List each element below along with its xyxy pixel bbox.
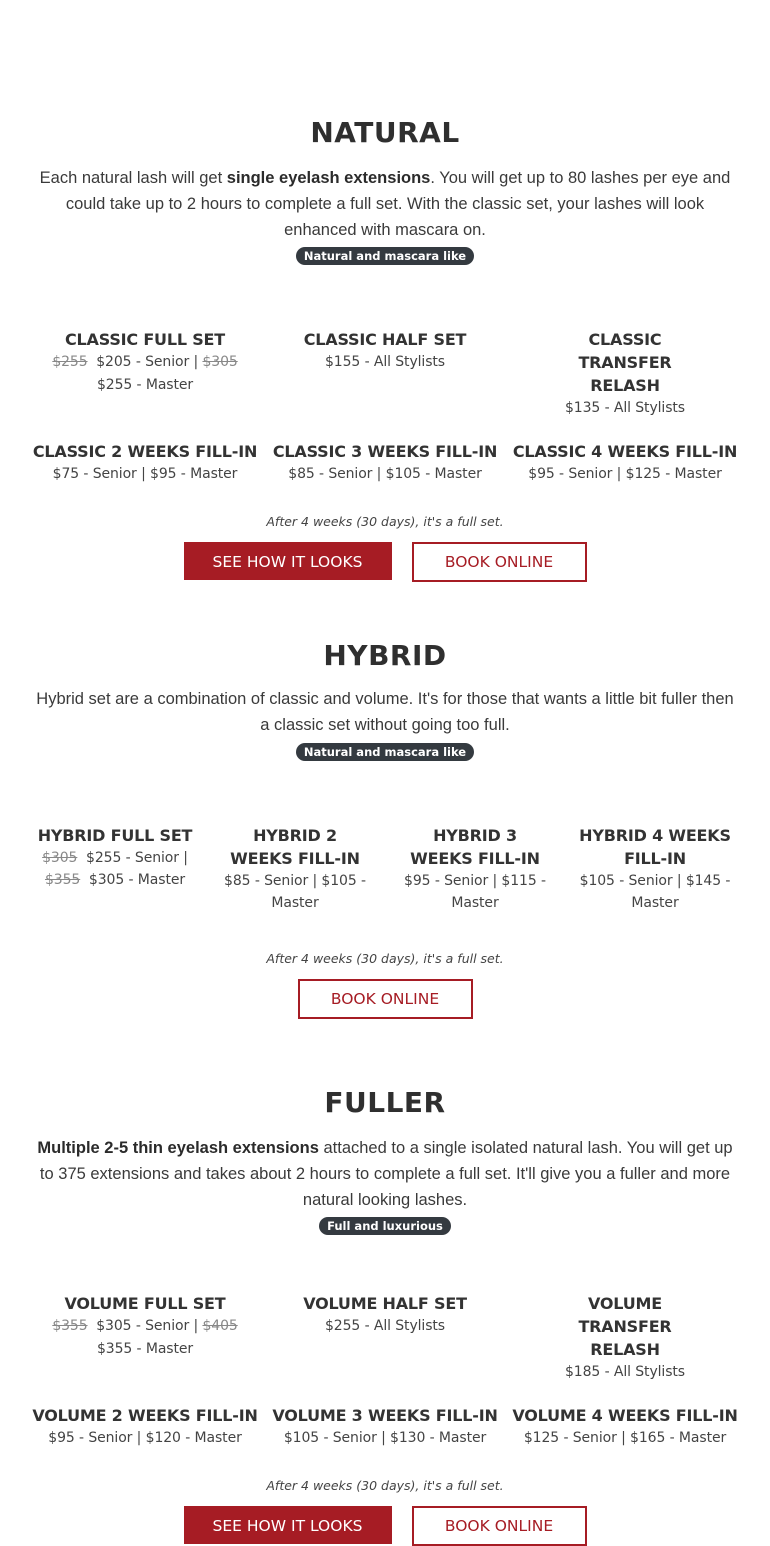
item-price: $95 - Senior | $120 - Master — [48, 1429, 242, 1446]
price-item — [25, 1404, 265, 1450]
item-name: VOLUME HALF SET — [303, 1294, 467, 1314]
old-price: $255 — [52, 354, 88, 371]
item-price — [33, 351, 257, 396]
price-item — [505, 440, 745, 486]
item-price: $75 - Senior | $95 - Master — [52, 465, 238, 482]
item-name: CLASSIC 2 WEEKS FILL-IN — [32, 441, 258, 461]
price-item — [25, 440, 265, 486]
item-name: HYBRID 3 WEEKS FILL-IN — [410, 825, 540, 868]
old-price: $355 — [52, 1318, 88, 1335]
style-badge: Full and luxurious — [319, 1217, 451, 1235]
item-name: HYBRID 4 WEEKS FILL-IN — [579, 825, 731, 868]
fuller-section — [0, 1084, 770, 1546]
item-name: CLASSIC FULL SET — [65, 330, 225, 350]
description-text: attached to a single isolated natural lash. You will get up to 375 extensions and takes about 2 hours to complete a full set. It'll give you a fuller and more natural looking lashes. — [39, 1139, 733, 1209]
item-name: CLASSIC TRANSFER RELASH — [578, 330, 672, 396]
price-text: $355 - Master — [96, 1340, 194, 1357]
item-name: CLASSIC HALF SET — [303, 330, 467, 350]
book-online-button[interactable]: BOOK ONLINE — [412, 1506, 587, 1546]
item-name: CLASSIC 3 WEEKS FILL-IN — [272, 441, 498, 461]
see-how-it-looks-button[interactable]: SEE HOW IT LOOKS — [184, 1506, 392, 1544]
hybrid-section — [0, 637, 770, 1019]
item-price — [33, 1315, 257, 1360]
full-set-note: After 4 weeks (30 days), it's a full set. — [266, 950, 504, 966]
price-grid — [25, 1292, 745, 1449]
item-price: $255 - All Stylists — [324, 1318, 445, 1335]
natural-section — [0, 114, 770, 582]
book-online-button[interactable]: BOOK ONLINE — [412, 542, 587, 582]
description-bold: single eyelash extensions — [226, 169, 431, 187]
see-how-it-looks-button[interactable]: SEE HOW IT LOOKS — [184, 542, 392, 580]
price-item — [25, 328, 265, 420]
item-name: CLASSIC 4 WEEKS FILL-IN — [512, 441, 738, 461]
item-price: $185 - All Stylists — [564, 1364, 685, 1381]
item-price: $95 - Senior | $115 - Master — [404, 872, 546, 912]
item-name: VOLUME 4 WEEKS FILL-IN — [512, 1405, 738, 1425]
book-online-button[interactable]: BOOK ONLINE — [298, 979, 473, 1019]
item-name: HYBRID 2 WEEKS FILL-IN — [230, 825, 360, 868]
button-row — [0, 979, 770, 1019]
item-name: VOLUME TRANSFER RELASH — [578, 1294, 672, 1360]
style-badge: Natural and mascara like — [296, 247, 474, 265]
price-text: $205 - Senior | — [96, 354, 199, 371]
item-price: $135 - All Stylists — [564, 400, 685, 417]
item-price: $85 - Senior | $105 - Master — [224, 872, 366, 912]
full-set-note: After 4 weeks (30 days), it's a full set. — [266, 514, 504, 530]
price-item — [205, 824, 385, 915]
price-item — [505, 1404, 745, 1450]
price-item — [565, 824, 745, 915]
price-text: $305 - Senior | — [96, 1318, 199, 1335]
full-set-note: After 4 weeks (30 days), it's a full set. — [266, 1478, 504, 1494]
section-description — [35, 1136, 735, 1213]
old-price: $305 — [202, 354, 238, 371]
button-row — [0, 1506, 770, 1546]
item-price: $85 - Senior | $105 - Master — [288, 465, 482, 482]
item-name: VOLUME FULL SET — [64, 1294, 226, 1314]
price-item — [505, 1292, 745, 1384]
price-item — [25, 1292, 265, 1384]
price-text: $255 - Senior | — [86, 849, 188, 866]
item-name: VOLUME 3 WEEKS FILL-IN — [272, 1405, 498, 1425]
old-price: $405 — [202, 1318, 238, 1335]
item-price: $125 - Senior | $165 - Master — [523, 1429, 727, 1446]
price-item — [265, 440, 505, 486]
item-name: HYBRID FULL SET — [37, 825, 193, 845]
section-title: FULLER — [324, 1086, 446, 1119]
item-price: $105 - Senior | $145 - Master — [579, 872, 731, 912]
price-item — [265, 328, 505, 420]
price-text: $255 - Master — [96, 376, 194, 393]
price-item — [385, 824, 565, 915]
price-item — [505, 328, 745, 420]
item-price: $105 - Senior | $130 - Master — [283, 1429, 487, 1446]
price-grid — [25, 824, 745, 915]
section-title: NATURAL — [310, 116, 460, 149]
item-price: $155 - All Stylists — [324, 354, 445, 371]
old-price: $305 — [42, 849, 78, 866]
description-bold: Multiple 2-5 thin eyelash extensions — [37, 1139, 319, 1157]
section-title: HYBRID — [323, 639, 447, 672]
price-grid — [25, 328, 745, 485]
item-price: $95 - Senior | $125 - Master — [528, 465, 722, 482]
old-price: $355 — [44, 872, 81, 889]
description-text: Each natural lash will get — [39, 169, 227, 187]
style-badge: Natural and mascara like — [296, 743, 474, 761]
description-text: . You will get up to 80 lashes per eye and could take up to 2 hours to complete a full set. With the classic set, your lashes will look enhanced with mascara on. — [65, 169, 731, 239]
price-item — [265, 1292, 505, 1384]
price-item — [25, 824, 205, 915]
item-price — [31, 847, 199, 892]
section-description — [35, 166, 735, 243]
price-text: $305 - Master — [88, 872, 186, 889]
button-row — [0, 542, 770, 582]
section-description: Hybrid set are a combination of classic and volume. It's for those that wants a little bit fuller then a classic set without going too full. — [36, 690, 734, 734]
item-name: VOLUME 2 WEEKS FILL-IN — [32, 1405, 258, 1425]
price-item — [265, 1404, 505, 1450]
